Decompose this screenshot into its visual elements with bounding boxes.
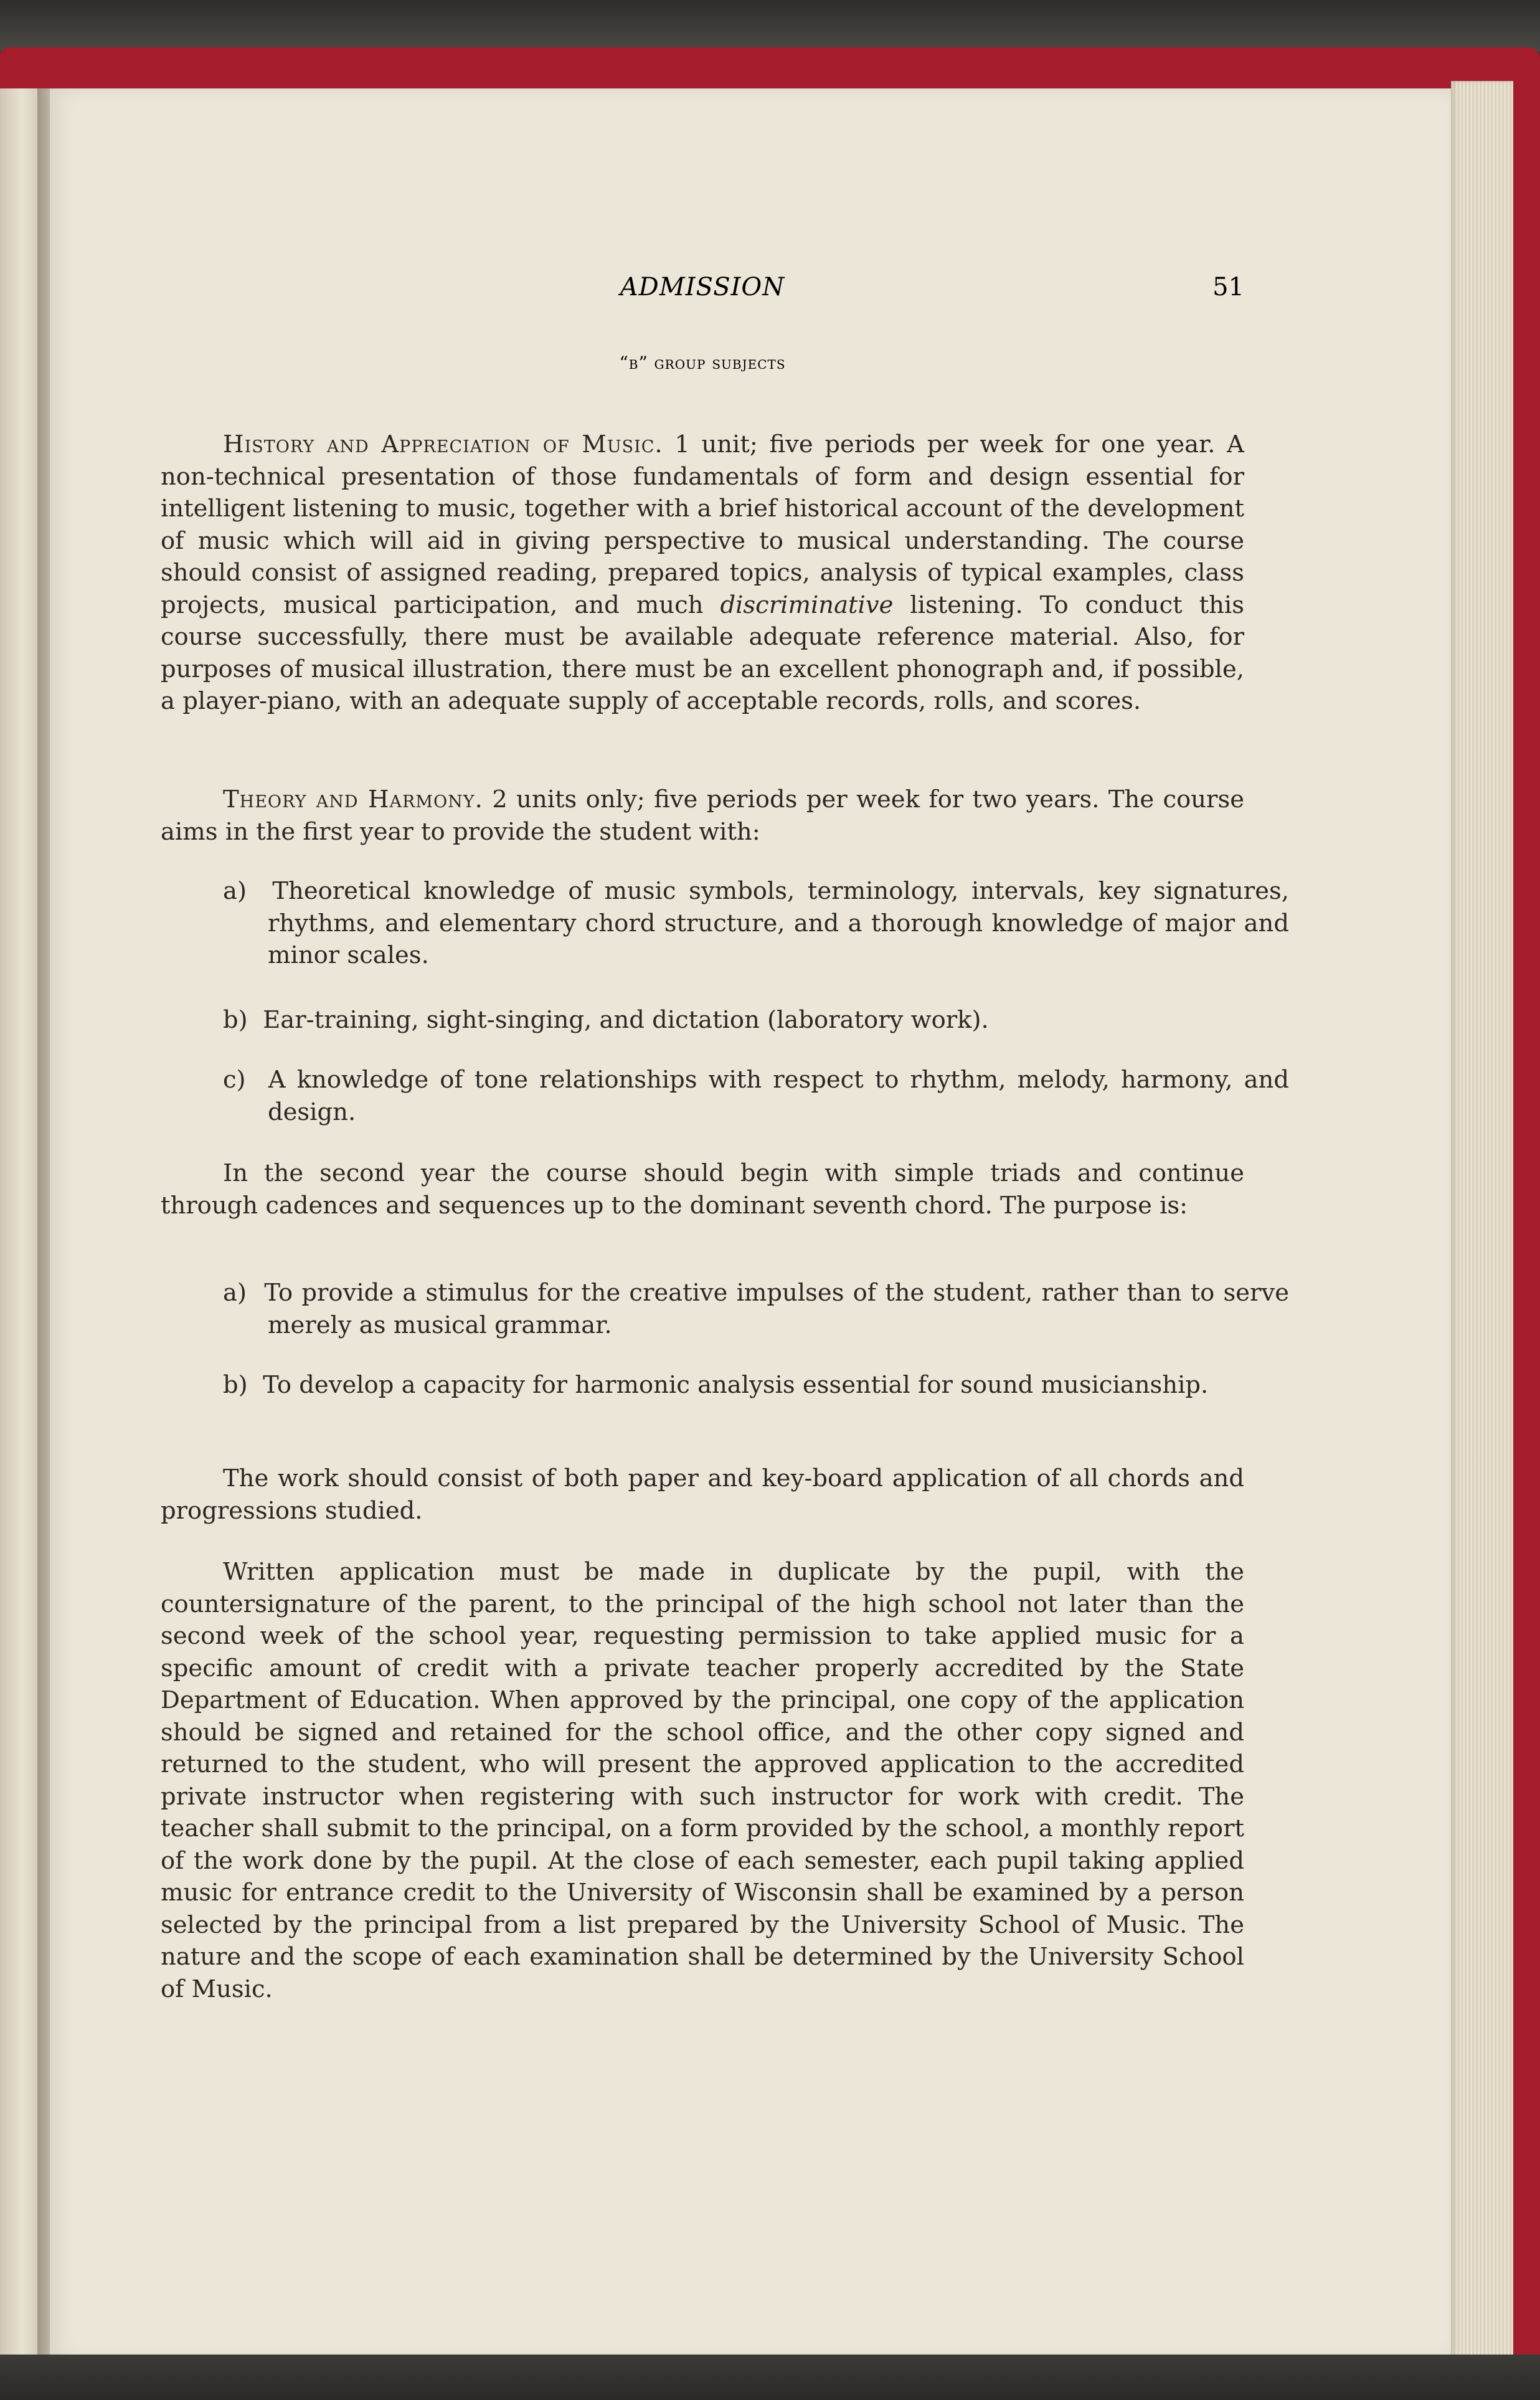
gutter-shadow (37, 88, 50, 2359)
list-item-text: To develop a capacity for harmonic analysis essential for sound musicianship. (263, 1371, 1209, 1399)
history-paragraph (161, 429, 1244, 718)
second-year-paragraph (161, 1157, 1244, 1221)
theory-text: 2 units only; five periods per week for two years. The course aims in the first year to provide the student with: (161, 785, 1244, 846)
history-title: History and Appreciation of Music. (223, 430, 663, 458)
list-item (223, 1004, 1289, 1036)
page-number: 51 (1212, 273, 1244, 301)
list-item-text: Ear-training, sight-singing, and dictation (laboratory work). (263, 1006, 989, 1034)
history-emphasis: discriminative (720, 591, 894, 619)
list-item-text: A knowledge of tone relationships with respect to rhythm, melody, harmony, and design. (268, 1066, 1289, 1126)
history-text-end: listening. To conduct this course successfully, there must be available adequate reference material. Also, for purposes of musical illustration, there must be an excellent phonograph and, if possible, a player-piano, with an adequate supply of acceptable records, rolls, and scores. (161, 591, 1244, 715)
list-item-label: a) (223, 877, 247, 905)
section-title: “b” group subjects (619, 353, 786, 373)
list-item (223, 1277, 1289, 1341)
scan-background-top (0, 0, 1540, 51)
theory-paragraph (161, 784, 1244, 848)
application-paragraph (161, 1556, 1244, 2005)
list-item-label: b) (223, 1006, 248, 1034)
list-item-label: b) (223, 1371, 248, 1399)
scan-background-bottom (0, 2355, 1540, 2400)
page-header (161, 273, 1244, 373)
list-item (223, 1064, 1289, 1128)
work-paragraph (161, 1463, 1244, 1527)
application-text: Written application must be made in duplicate by the pupil, with the countersignature of the parent, to the principal of the high school not later than the second week of the school year, requesting permission to take applied music for a specific amount of credit with a private teacher properly accredited by the State Department of Education. When approved by the principal, one copy of the application should be signed and retained for the school office, and the other copy signed and returned to the student, who will present the approved application to the accredited private instructor when registering with such instructor for work with credit. The teacher shall submit to the principal, on a form provided by the school, a monthly report of the work done by the pupil. At the close of each semester, each pupil taking applied music for entrance credit to the University of Wisconsin shall be examined by a person selected by the principal from a list prepared by the University School of Music. The nature and the scope of each examination shall be determined by the University School of Music. (161, 1558, 1244, 2003)
list-item (223, 875, 1289, 972)
list-item (223, 1369, 1289, 1402)
list-item-text: To provide a stimulus for the creative impulses of the student, rather than to serve merely as musical grammar. (264, 1279, 1289, 1339)
page-stack-edge (1451, 81, 1513, 2364)
facing-page-edge (0, 88, 37, 2359)
theory-title: Theory and Harmony. (223, 785, 483, 813)
list-item-label: a) (223, 1279, 247, 1307)
list-item-label: c) (223, 1066, 246, 1094)
running-head: ADMISSION (620, 273, 785, 301)
history-text: 1 unit; five periods per week for one year. A non-technical presentation of those fundamentals of form and design essential for intelligent listening to music, together with a brief historical account of the development of music which will aid in giving perspective to musical understanding. The course should consist of assigned reading, prepared topics, analysis of typical examples, class projects, musical participation, and much (161, 430, 1244, 619)
list-item-text: Theoretical knowledge of music symbols, terminology, intervals, key signatures, rhythms, and elementary chord structure, and a thorough knowledge of major and minor scales. (268, 877, 1289, 969)
second-year-intro: In the second year the course should begin with simple triads and continue through cadences and sequences up to the dominant seventh chord. The purpose is: (161, 1159, 1244, 1220)
work-text: The work should consist of both paper and key-board application of all chords and progressions studied. (161, 1464, 1244, 1525)
